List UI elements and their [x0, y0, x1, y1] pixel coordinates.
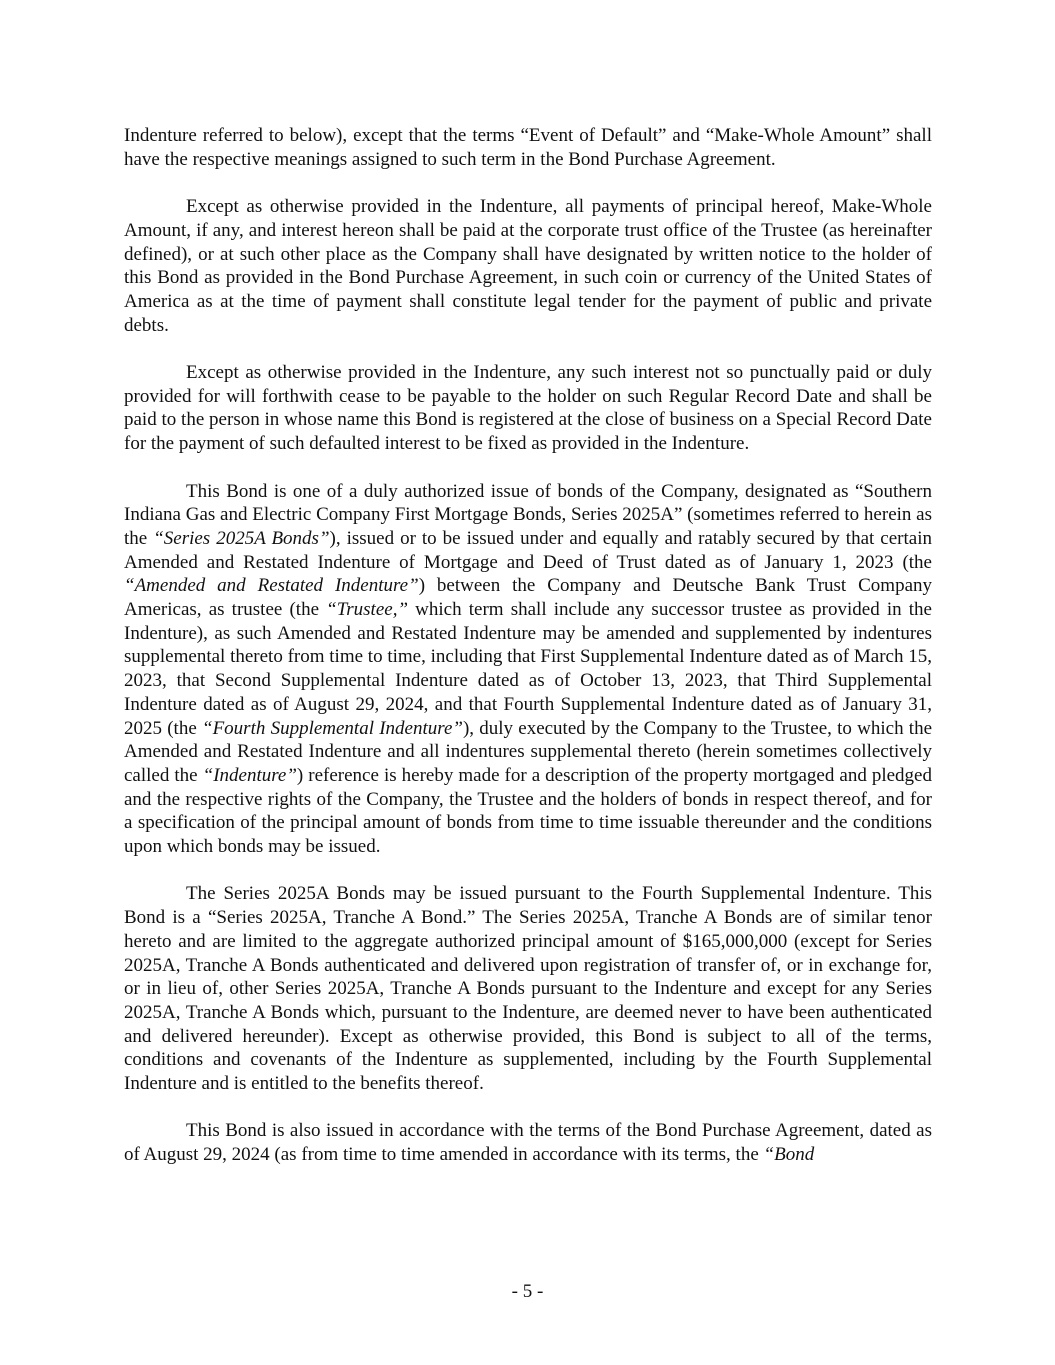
- text-run: which term shall include any successor trustee as provided in the Indenture), as such Amended and Restated Indenture may be amended and supplemented by indentures supplemental thereto from time to time, including that First Supplemental Indenture dated as of March 15, 2023, that Second Supplemental Indenture dated as of October 13, 2023, that Third Supplemental Indenture dated as of August 29, 2024, and that Fourth Supplemental Indenture dated as of January 31, 2025 (the: [124, 599, 932, 739]
- defined-term-trustee: “Trustee,”: [326, 599, 409, 621]
- text-run: ) between the Company and Deutsche Bank Trust Company Americas, as trustee (the: [124, 575, 932, 621]
- paragraph-payments: Except as otherwise provided in the Indenture, all payments of principal hereof, Make-Whole Amount, if any, and interest hereon shall be paid at the corporate trust office of the Trustee (as hereinafter defined), or at such other place as the Company shall have designated by written notice to the holder of this Bond as provided in the Bond Purchase Agreement, in such coin or currency of the United States of America as at the time of payment shall constitute legal tender for the payment of public and private debts.: [124, 196, 932, 336]
- text-run: ), duly executed by the Company to the Trustee, to which the Amended and Restated Indenture and all indentures supplemental thereto (herein sometimes collectively called the: [124, 717, 933, 786]
- defined-term-bond-purchase-agreement: “Bond: [763, 1144, 815, 1166]
- paragraph-bond-issue: [124, 480, 932, 859]
- document-body: [124, 124, 932, 1167]
- defined-term-indenture: “Indenture”: [202, 764, 297, 786]
- paragraph-tranche-a: The Series 2025A Bonds may be issued pursuant to the Fourth Supplemental Indenture. This Bond is a “Series 2025A, Tranche A Bond.” The Series 2025A, Tranche A Bonds are of similar tenor hereto and are limited to the aggregate authorized principal amount of $165,000,000 (except for Series 2025A, Tranche A Bonds authenticated and delivered upon registration of transfer of, or in exchange for, or in lieu of, other Series 2025A, Tranche A Bonds pursuant to the Indenture and except for any Series 2025A, Tranche A Bonds which, pursuant to the Indenture, are deemed never to have been authenticated and delivered hereunder). Except as otherwise provided, this Bond is subject to all of the terms, conditions and covenants of the Indenture as supplemented, including by the Fourth Supplemental Indenture and is entitled to the benefits thereof.: [124, 883, 932, 1095]
- page-number: - 5 -: [511, 1281, 544, 1302]
- paragraph-defaulted-interest: Except as otherwise provided in the Indenture, any such interest not so punctually paid or duly provided for will forthwith cease to be payable to the holder on such Regular Record Date and shall be paid to the person in whose name this Bond is registered at the close of business on a Special Record Date for the payment of such defaulted interest to be fixed as provided in the Indenture.: [124, 362, 932, 455]
- text-run: This Bond is also issued in accordance with the terms of the Bond Purchase Agreement, dated as of August 29, 2024 (as from time to time amended in accordance with its terms, the: [124, 1120, 932, 1166]
- paragraph-definitions: Indenture referred to below), except that the terms “Event of Default” and “Make-Whole Amount” shall have the respective meanings assigned to such term in the Bond Purchase Agreement.: [124, 125, 932, 170]
- text-run: ) reference is hereby made for a description of the property mortgaged and pledged and the respective rights of the Company, the Trustee and the holders of bonds in respect thereof, and for a specification of the principal amount of bonds from time to time issuable thereunder and the conditions upon which bonds may be issued.: [124, 764, 932, 858]
- defined-term-fourth-supplemental-indenture: “Fourth Supplemental Indenture”: [202, 717, 463, 739]
- defined-term-amended-restated-indenture: “Amended and Restated Indenture”: [124, 575, 419, 597]
- defined-term-series-2025a-bonds: “Series 2025A Bonds”: [153, 527, 330, 549]
- paragraph-bond-purchase-agreement: [124, 1119, 932, 1166]
- text-run: ), issued or to be issued under and equally and ratably secured by that certain Amended and Restated Indenture of Mortgage and Deed of Trust dated as of January 1, 2023 (the: [124, 527, 932, 573]
- text-run: This Bond is one of a duly authorized issue of bonds of the Company, designated as “Southern Indiana Gas and Electric Company First Mortgage Bonds, Series 2025A” (sometimes referred to herein as the: [124, 480, 932, 549]
